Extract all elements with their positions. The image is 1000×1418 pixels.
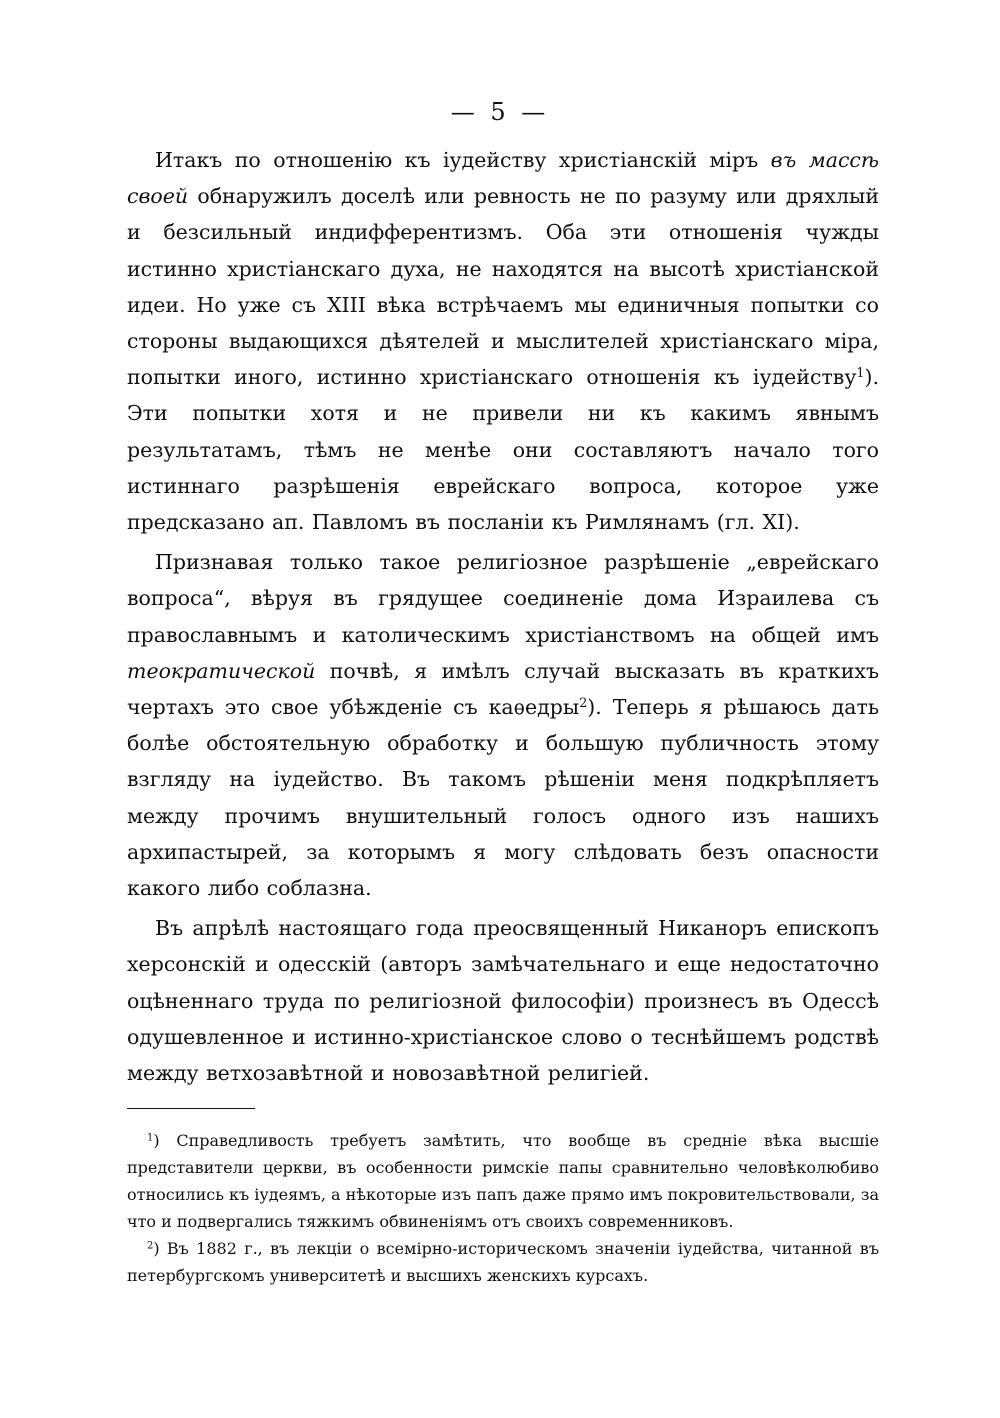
paragraph-2-text-b: почвѣ, я имѣлъ случай высказать въ краткихъ чертахъ это свое убѣжденіе съ каѳедры [127, 658, 879, 720]
footnote-ref-2: 2 [579, 695, 588, 711]
footnote-2-text: ) Въ 1882 г., въ лекціи о всемірно-историческомъ значеніи іудейства, читанной въ петербургскомъ университетѣ и высшихъ женскихъ курсахъ. [127, 1239, 879, 1285]
paragraph-2-italic: теократической [127, 658, 316, 683]
paragraph-1-text-b: обнаружилъ доселѣ или ревность не по разуму или дряхлый и безсильный индифферентизмъ. Оба эти отношенія чужды истинно христіанскаго духа, не находятся на высотѣ христіанской идеи. Но уже съ XIII вѣка встрѣчаемъ мы единичныя попытки со стороны выдающихся дѣятелей и мыслителей христіанскаго міра, попытки иного, истинно христіанскаго отношенія къ іудейству [127, 184, 879, 390]
footnotes [127, 1127, 879, 1289]
paragraph-1 [127, 142, 879, 540]
paragraph-2-text-a: Признавая только такое религіозное разрѣшеніе „еврейскаго вопроса“, вѣруя въ грядущее соединеніе дома Израилева съ православнымъ и католическимъ христіанствомъ на общей имъ [127, 550, 879, 647]
main-text [127, 142, 879, 1095]
footnote-2-marker: 2 [147, 1240, 154, 1252]
footnote-divider [127, 1108, 255, 1109]
footnote-1 [127, 1127, 879, 1235]
footnote-ref-1: 1 [856, 365, 865, 381]
page-number: — 5 — [450, 98, 550, 126]
paragraph-2 [127, 544, 879, 906]
footnote-1-marker: 1 [147, 1132, 154, 1144]
footnote-2 [127, 1235, 879, 1289]
paragraph-1-italic: въ массѣ своей [127, 148, 879, 209]
footnote-1-text: ) Справедливость требуетъ замѣтить, что вообще въ средніе вѣка высшіе представители церкви, въ особенности римскіе папы сравнительно человѣколюбиво относились къ іудеямъ, а нѣкоторые изъ папъ даже прямо имъ покровительствовали, за что и подвергались тяжкимъ обвиненіямъ отъ своихъ современниковъ. [127, 1131, 879, 1231]
paragraph-1-text-a: Итакъ по отношенію къ іудейству христіанскій міръ [155, 148, 771, 172]
paragraph-1-text-c: ). Эти попытки хотя и не привели ни къ какимъ явнымъ результатамъ, тѣмъ не менѣе они составляютъ начало того истиннаго разрѣшенія еврейскаго вопроса, которое уже предсказано ап. Павломъ въ посланіи къ Римлянамъ (гл. XI). [127, 365, 879, 535]
paragraph-2-text-c: ). Теперь я рѣшаюсь дать болѣе обстоятельную обработку и большую публичность этому взгляду на іудейство. Въ такомъ рѣшеніи меня подкрѣпляетъ между прочимъ внушительный голосъ одного изъ нашихъ архипастырей, за которымъ я могу слѣдовать безъ опасности какого либо соблазна. [127, 695, 880, 901]
paragraph-3: Въ апрѣлѣ настоящаго года преосвященный Никаноръ епископъ херсонскій и одесскій (авторъ замѣчательнаго и еще недостаточно оцѣненнаго труда по религіозной философіи) произнесъ въ Одессѣ одушевленное и истинно-христіанское слово о теснѣйшемъ родствѣ между ветхозавѣтной и новозавѣтной религіей. [127, 916, 879, 1086]
